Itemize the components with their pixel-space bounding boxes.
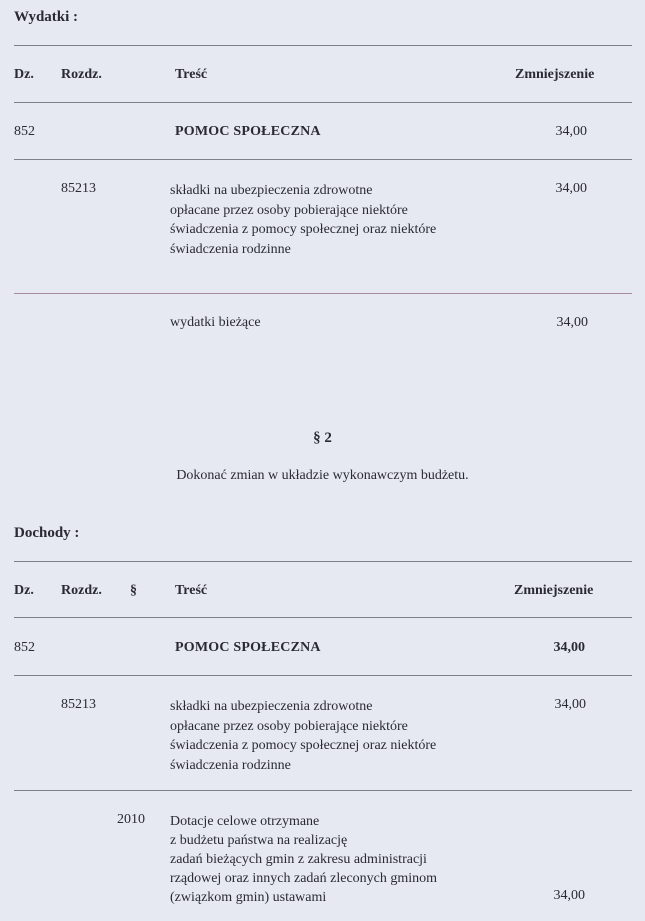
description-line: świadczenia z pomocy społecznej oraz niektóre <box>170 222 437 237</box>
description-line: składki na ubezpieczenia zdrowotne <box>170 183 373 198</box>
header-rozdz: Rozdz. <box>61 583 102 598</box>
row-paragraf-amount: 34,00 <box>553 888 585 903</box>
row-rozdzial-number: 85213 <box>61 181 96 196</box>
header-zmniejszenie: Zmniejszenie <box>514 583 594 598</box>
header-dz: Dz. <box>14 583 34 598</box>
header-dz: Dz. <box>14 67 34 82</box>
wydatki-section-title: Wydatki : <box>14 9 79 25</box>
description-line: opłacane przez osoby pobierające niektóre <box>170 202 408 218</box>
header-tresc: Treść <box>175 583 208 598</box>
description-line: opłacane przez osoby pobierające niektóre <box>170 718 408 734</box>
row-rozdzial-number: 85213 <box>61 697 96 712</box>
divider <box>14 561 632 562</box>
row-rozdzial-description <box>170 697 436 775</box>
header-rozdz: Rozdz. <box>61 67 102 82</box>
divider <box>14 293 632 294</box>
row-paragraf-number: 2010 <box>117 812 145 827</box>
description-line: składki na ubezpieczenia zdrowotne <box>170 699 373 714</box>
row-biezace-amount: 34,00 <box>556 315 588 330</box>
row-rozdzial-amount: 34,00 <box>555 181 587 196</box>
row-dzial-title: POMOC SPOŁECZNA <box>175 640 321 655</box>
description-line: świadczenia z pomocy społecznej oraz niektóre <box>170 738 437 753</box>
description-line: świadczenia rodzinne <box>170 757 291 773</box>
row-dzial-title: POMOC SPOŁECZNA <box>175 124 321 139</box>
header-zmniejszenie: Zmniejszenie <box>515 67 595 82</box>
description-line: z budżetu państwa na realizację <box>170 833 348 848</box>
description-line: (związkom gmin) ustawami <box>170 890 327 905</box>
paragraph-number: § 2 <box>313 430 332 446</box>
divider <box>14 617 632 618</box>
header-paragraf: § <box>130 583 137 598</box>
divider <box>14 790 632 791</box>
row-paragraf-description <box>170 812 437 907</box>
divider <box>14 159 632 160</box>
divider <box>14 45 632 46</box>
row-rozdzial-amount: 34,00 <box>554 697 586 712</box>
row-dzial-number: 852 <box>14 124 35 139</box>
description-line: zadań bieżących gmin z zakresu administracji <box>170 852 427 867</box>
row-rozdzial-description <box>170 181 436 259</box>
row-dzial-amount: 34,00 <box>553 640 585 655</box>
row-dzial-number: 852 <box>14 640 35 655</box>
divider <box>14 675 632 676</box>
description-line: rządowej oraz innych zadań zleconych gminom <box>170 871 438 886</box>
description-line: Dotacje celowe otrzymane <box>170 814 320 829</box>
paragraph-text: Dokonać zmian w układzie wykonawczym budżetu. <box>176 468 469 483</box>
row-dzial-amount: 34,00 <box>555 124 587 139</box>
description-line: świadczenia rodzinne <box>170 241 291 257</box>
header-tresc: Treść <box>175 67 208 82</box>
divider <box>14 102 632 103</box>
dochody-section-title: Dochody : <box>14 525 80 541</box>
row-biezace-label: wydatki bieżące <box>170 315 261 330</box>
